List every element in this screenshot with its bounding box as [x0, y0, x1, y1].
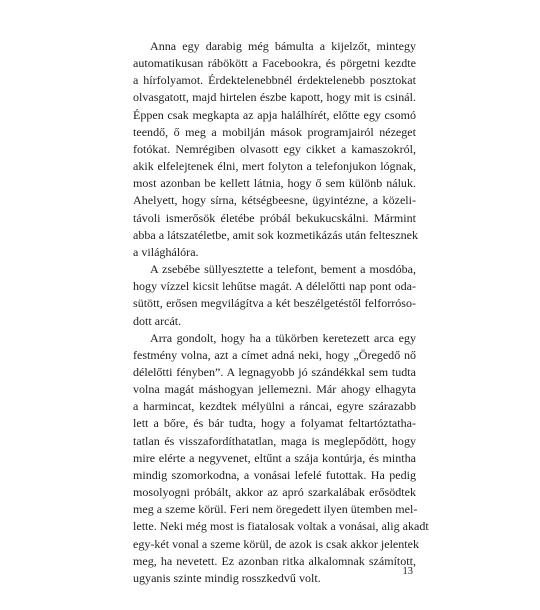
text-line: Anna egy darabig még bámulta a kijelzőt, mintegy — [150, 39, 416, 53]
text-line: dott arcát. — [133, 313, 182, 328]
paragraph — [133, 330, 429, 587]
body-text — [133, 38, 429, 587]
text-line: Arra gondolt, hogy ha a tükörben keretezett arca egy — [150, 330, 416, 345]
text-line: meg, ha nevetett. Ez azonban ritka alkalomnak számított, — [133, 553, 416, 568]
text-line: teendő, ő meg a mobilján mások programjairól nézeget — [133, 124, 416, 139]
text-line: meg a szeme körül. Feri nem öregedett ilyen ütemben mel- — [133, 502, 418, 517]
text-line: lett a bőre, és bár tudta, hogy a folyamat feltartóztatha- — [133, 416, 416, 431]
text-line: akik elfelejtenek élni, mert folyton a telefonjukon lógnak, — [133, 159, 416, 174]
text-line: automatikusan rábökött a Facebookra, és pörgetni kezdte — [133, 56, 416, 71]
text-line: a hírfolyamot. Érdektelenebbnél érdektelenebb posztokat — [133, 73, 416, 88]
text-line: olvasgatott, majd hirtelen észbe kapott, hogy mit is csinál. — [133, 90, 416, 105]
text-line: a világhálóra. — [133, 244, 199, 259]
paragraph — [133, 261, 416, 330]
text-line: Éppen csak megkapta az apja halálhírét, előtte egy csomó — [133, 107, 416, 122]
text-line: tatlan és visszafordíthatatlan, maga is meglepődött, hogy — [133, 433, 416, 448]
text-line: egy-két vonal a szeme körül, de azok is csak akkor jelentek — [133, 536, 420, 551]
text-line: festmény volna, azt a címet adná neki, hogy „Öregedő nő — [133, 347, 416, 362]
text-line: a harmincat, kezdtek mélyülni a ráncai, egyre szárazabb — [133, 399, 416, 414]
text-line: A zsebébe süllyesztette a telefont, bement a mosdóba, — [150, 262, 416, 277]
text-line: sütött, erősen megvilágítva a két beszélgetéstől felforróso- — [133, 296, 416, 311]
text-line: lette. Neki még most is fiatalosak voltak a vonásai, alig akadt — [133, 519, 429, 534]
text-line: most azonban be kellett látnia, hogy ő sem különb náluk. — [133, 176, 416, 191]
text-line: délelőtti fényben”. A legnagyobb jó szándékkal sem tudta — [133, 364, 416, 379]
page-number: 13 — [402, 566, 413, 577]
text-line: mosolyogni próbált, akkor az apró szarkalábak erősödtek — [133, 485, 416, 500]
text-line: ugyanis szinte mindig rosszkedvű volt. — [133, 570, 321, 585]
text-line: fotókat. Nemrégiben olvasott egy cikket a kamaszokról, — [133, 141, 416, 156]
text-line: távoli ismerősök életébe próbál bekukucskálni. Mármint — [133, 210, 416, 225]
text-line: hogy vízzel kicsit lehűtse magát. A délelőtti nap pont oda- — [133, 279, 416, 294]
text-line: mire elérte a negyvenet, eltűnt a szája kontúrja, és mintha — [133, 450, 416, 465]
text-line: volna magát máshogyan jellemezni. Már ahogy elhagyta — [133, 382, 416, 397]
text-line: abba a látszatéletbe, amit sok kozmetikázás után feltesznek — [133, 227, 418, 242]
text-line: Ahelyett, hogy sírna, kétségbeesne, ügyintézne, a közeli- — [133, 193, 416, 208]
paragraph — [133, 38, 416, 261]
text-line: mindig szomorkodna, a vonásai lefelé futottak. Ha pedig — [133, 467, 416, 482]
